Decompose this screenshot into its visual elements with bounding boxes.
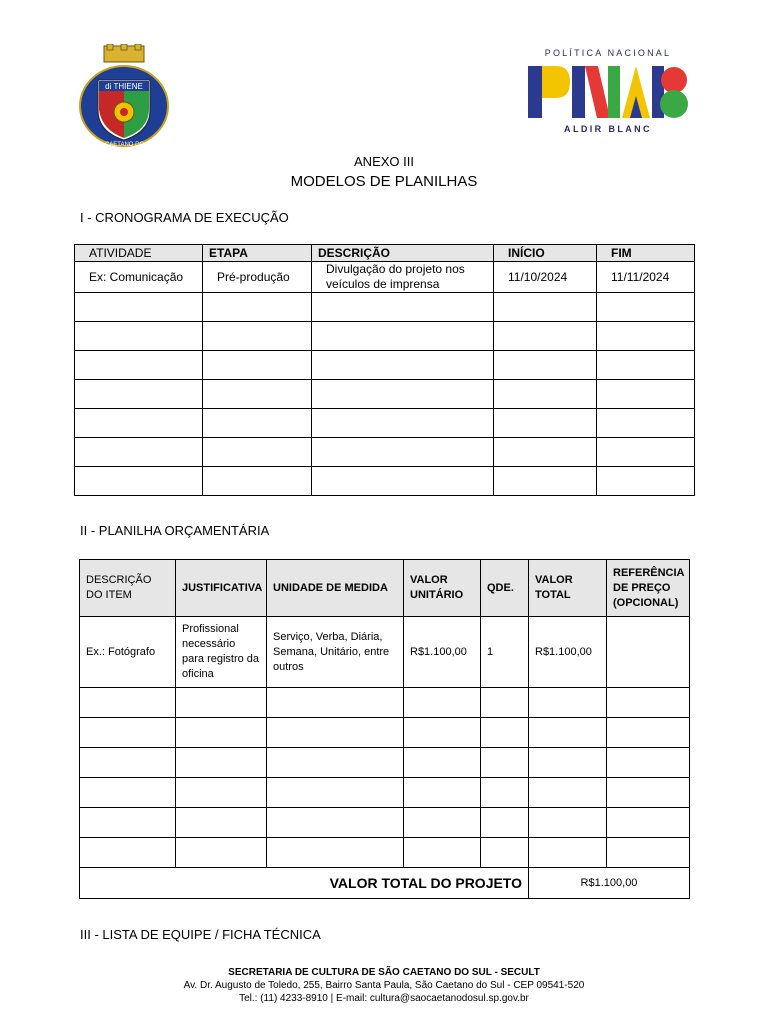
empty-cell[interactable] xyxy=(597,438,695,467)
table-row xyxy=(80,718,690,748)
pnab-logo xyxy=(526,48,690,138)
header-valor-total: VALOR TOTAL xyxy=(529,560,607,617)
empty-cell[interactable] xyxy=(267,748,404,778)
empty-cell[interactable] xyxy=(203,351,312,380)
empty-cell[interactable] xyxy=(494,409,597,438)
empty-cell[interactable] xyxy=(481,838,529,868)
crest-text: di THIENE xyxy=(105,82,143,91)
empty-cell[interactable] xyxy=(607,688,690,718)
header-item-description xyxy=(80,560,176,617)
table-row xyxy=(75,293,695,322)
cell-stage[interactable]: Pré-produção xyxy=(203,262,312,293)
empty-cell[interactable] xyxy=(312,322,494,351)
empty-cell[interactable] xyxy=(267,718,404,748)
footer-department: SECRETARIA DE CULTURA DE SÃO CAETANO DO SUL - SECULT xyxy=(228,967,540,978)
table-row xyxy=(75,262,695,293)
empty-cell[interactable] xyxy=(312,438,494,467)
header-unidade: UNIDADE DE MEDIDA xyxy=(267,560,404,617)
table-row xyxy=(75,409,695,438)
table-header-row xyxy=(75,245,695,262)
empty-cell[interactable] xyxy=(481,778,529,808)
header-descricao: DESCRIÇÃO xyxy=(312,245,494,262)
empty-cell[interactable] xyxy=(75,351,203,380)
header-qde: QDE. xyxy=(481,560,529,617)
table-header-row xyxy=(80,560,690,617)
empty-cell[interactable] xyxy=(203,380,312,409)
cell-unit-value[interactable]: R$1.100,00 xyxy=(404,617,481,688)
empty-cell[interactable] xyxy=(80,778,176,808)
empty-cell[interactable] xyxy=(529,718,607,748)
cell-activity[interactable]: Ex: Comunicação xyxy=(75,262,203,293)
header-atividade: ATIVIDADE xyxy=(75,245,203,262)
cell-item[interactable]: Ex.: Fotógrafo xyxy=(80,617,176,688)
empty-cell[interactable] xyxy=(267,838,404,868)
table-row xyxy=(80,748,690,778)
empty-cell[interactable] xyxy=(597,467,695,496)
table-row xyxy=(80,617,690,688)
table-row xyxy=(75,438,695,467)
cell-start[interactable]: 11/10/2024 xyxy=(494,262,597,293)
cell-end[interactable]: 11/11/2024 xyxy=(597,262,695,293)
empty-cell[interactable] xyxy=(607,718,690,748)
schedule-table xyxy=(74,244,695,496)
table-row xyxy=(75,351,695,380)
empty-cell[interactable] xyxy=(597,380,695,409)
empty-cell[interactable] xyxy=(176,688,267,718)
annex-label: ANEXO III xyxy=(354,154,414,169)
empty-cell[interactable] xyxy=(176,778,267,808)
header-fim: FIM xyxy=(597,245,695,262)
empty-cell[interactable] xyxy=(203,467,312,496)
empty-cell[interactable] xyxy=(176,718,267,748)
empty-cell[interactable] xyxy=(312,380,494,409)
empty-cell[interactable] xyxy=(607,778,690,808)
table-row xyxy=(75,322,695,351)
table-row xyxy=(80,838,690,868)
empty-cell[interactable] xyxy=(75,322,203,351)
empty-cell[interactable] xyxy=(75,380,203,409)
pnab-top-text: POLÍTICA NACIONAL xyxy=(544,48,672,58)
empty-cell[interactable] xyxy=(267,778,404,808)
header-valor-unitario: VALOR UNITÁRIO xyxy=(404,560,481,617)
empty-cell[interactable] xyxy=(203,409,312,438)
empty-cell[interactable] xyxy=(75,409,203,438)
city-crest-logo xyxy=(78,44,170,150)
empty-cell[interactable] xyxy=(494,467,597,496)
empty-cell[interactable] xyxy=(267,808,404,838)
footer-contact: Tel.: (11) 4233-8910 | E-mail: cultura@saocaetanodosul.sp.gov.br xyxy=(239,993,529,1004)
cell-reference[interactable] xyxy=(607,617,690,688)
empty-cell[interactable] xyxy=(494,351,597,380)
cell-unit[interactable]: Serviço, Verba, Diária, Semana, Unitário, entre outros xyxy=(267,617,404,688)
empty-cell[interactable] xyxy=(404,688,481,718)
empty-cell[interactable] xyxy=(75,293,203,322)
header-inicio: INÍCIO xyxy=(494,245,597,262)
page-footer xyxy=(0,966,768,1005)
empty-cell[interactable] xyxy=(176,838,267,868)
header-etapa: ETAPA xyxy=(203,245,312,262)
total-row xyxy=(80,868,690,899)
empty-cell[interactable] xyxy=(75,467,203,496)
header-justificativa: JUSTIFICATIVA xyxy=(176,560,267,617)
total-label: VALOR TOTAL DO PROJETO xyxy=(80,868,529,899)
empty-cell[interactable] xyxy=(494,293,597,322)
empty-cell[interactable] xyxy=(312,409,494,438)
empty-cell[interactable] xyxy=(481,808,529,838)
empty-cell[interactable] xyxy=(607,838,690,868)
footer-address: Av. Dr. Augusto de Toledo, 255, Bairro Santa Paula, São Caetano do Sul - CEP 09541-520 xyxy=(183,980,585,991)
empty-cell[interactable] xyxy=(597,409,695,438)
empty-cell[interactable] xyxy=(312,293,494,322)
empty-cell[interactable] xyxy=(312,351,494,380)
empty-cell[interactable] xyxy=(597,293,695,322)
empty-cell[interactable] xyxy=(267,688,404,718)
empty-cell[interactable] xyxy=(80,688,176,718)
empty-cell[interactable] xyxy=(80,838,176,868)
table-row xyxy=(80,688,690,718)
section-team-title: III - LISTA DE EQUIPE / FICHA TÉCNICA xyxy=(80,927,321,942)
empty-cell[interactable] xyxy=(529,748,607,778)
empty-cell[interactable] xyxy=(404,748,481,778)
page-title: MODELOS DE PLANILHAS xyxy=(290,173,478,190)
pnab-bottom-text: ALDIR BLANC xyxy=(564,124,652,134)
empty-cell[interactable] xyxy=(312,467,494,496)
empty-cell[interactable] xyxy=(80,718,176,748)
empty-cell[interactable] xyxy=(607,808,690,838)
empty-cell[interactable] xyxy=(481,718,529,748)
empty-cell[interactable] xyxy=(494,322,597,351)
empty-cell[interactable] xyxy=(404,778,481,808)
cell-quantity[interactable]: 1 xyxy=(481,617,529,688)
crest-ring-text: SÃO CAETANO DO SUL xyxy=(90,142,158,148)
cell-total-value[interactable]: R$1.100,00 xyxy=(529,617,607,688)
budget-table xyxy=(79,559,690,899)
cell-description[interactable]: Divulgação do projeto nos veículos de imprensa xyxy=(312,262,494,293)
empty-cell[interactable] xyxy=(75,438,203,467)
empty-cell[interactable] xyxy=(481,688,529,718)
table-row xyxy=(80,808,690,838)
empty-cell[interactable] xyxy=(203,438,312,467)
header-referencia: REFERÊNCIA DE PREÇO (OPCIONAL) xyxy=(607,560,690,617)
section-schedule-title: I - CRONOGRAMA DE EXECUÇÃO xyxy=(80,210,289,225)
empty-cell[interactable] xyxy=(481,748,529,778)
empty-cell[interactable] xyxy=(203,322,312,351)
cell-justification[interactable]: Profissional necessário para registro da oficina xyxy=(176,617,267,688)
empty-cell[interactable] xyxy=(80,808,176,838)
empty-cell[interactable] xyxy=(529,838,607,868)
table-row xyxy=(75,467,695,496)
section-budget-title: II - PLANILHA ORÇAMENTÁRIA xyxy=(80,523,270,538)
empty-cell[interactable] xyxy=(176,748,267,778)
total-value: R$1.100,00 xyxy=(529,868,690,899)
empty-cell[interactable] xyxy=(494,438,597,467)
empty-cell[interactable] xyxy=(597,351,695,380)
empty-cell[interactable] xyxy=(203,293,312,322)
empty-cell[interactable] xyxy=(529,778,607,808)
header-item-description-label: DESCRIÇÃO DO ITEM xyxy=(86,574,152,601)
empty-cell[interactable] xyxy=(494,380,597,409)
empty-cell[interactable] xyxy=(80,748,176,778)
empty-cell[interactable] xyxy=(529,808,607,838)
table-row xyxy=(80,778,690,808)
table-row xyxy=(75,380,695,409)
empty-cell[interactable] xyxy=(176,808,267,838)
empty-cell[interactable] xyxy=(404,718,481,748)
empty-cell[interactable] xyxy=(529,688,607,718)
empty-cell[interactable] xyxy=(597,322,695,351)
empty-cell[interactable] xyxy=(607,748,690,778)
empty-cell[interactable] xyxy=(404,838,481,868)
empty-cell[interactable] xyxy=(404,808,481,838)
